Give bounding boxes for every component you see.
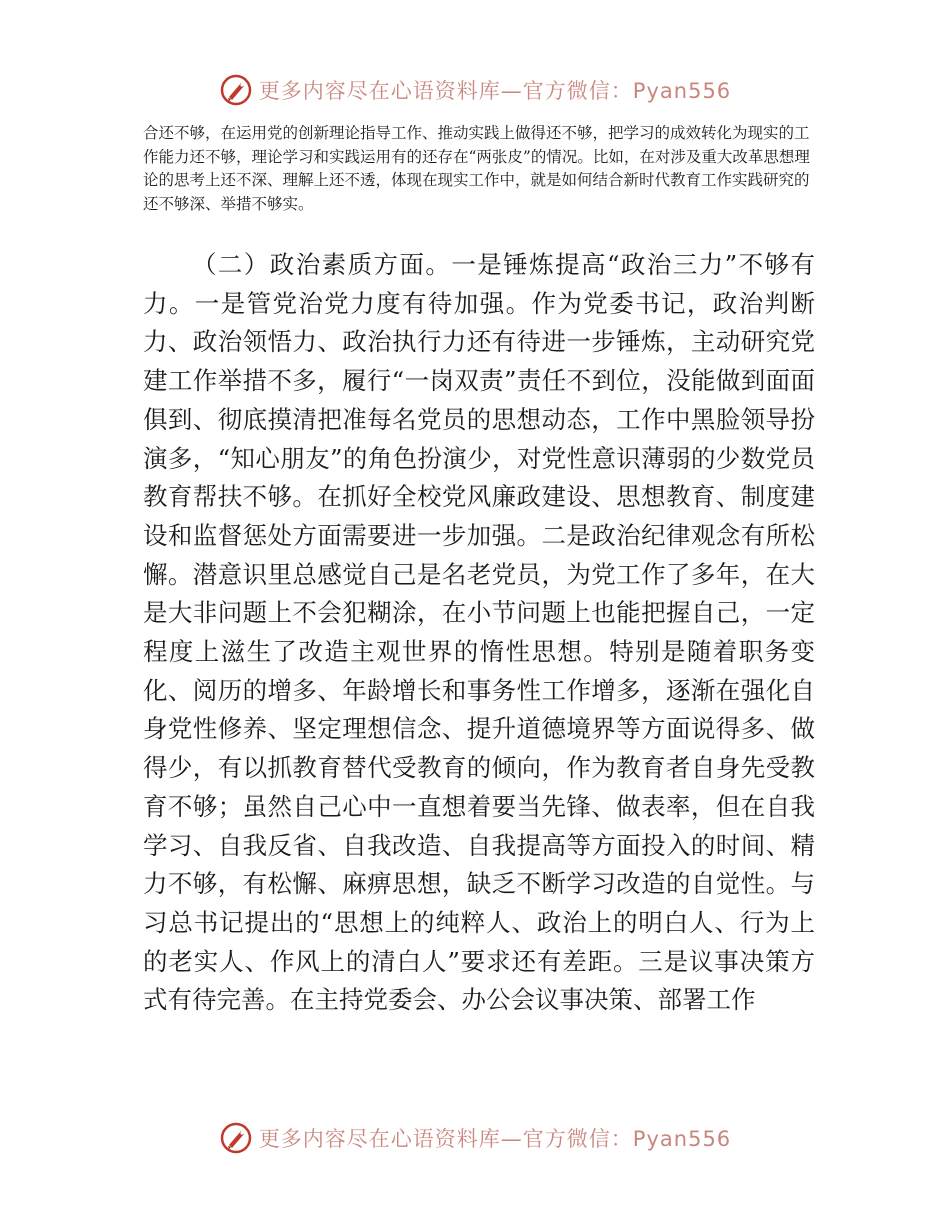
footer-banner-text: 更多内容尽在心语资料库—官方微信：Pyan556 (258, 1127, 732, 1151)
header-banner-text: 更多内容尽在心语资料库—官方微信：Pyan556 (258, 79, 732, 103)
main-paragraph-block (143, 246, 815, 1020)
main-paragraph: （二）政治素质方面。一是锤炼提高“政治三力”不够有力。一是管党治党力度有待加强。作为党委书记，政治判断力、政治领悟力、政治执行力还有待进一步锤炼，主动研究党建工作举措不多，履行“一岗双责”责任不到位，没能做到面面俱到、彻底摸清把准每名党员的思想动态，工作中黑脸领导扮演多，“知心朋友”的角色扮演少，对党性意识薄弱的少数党员教育帮扶不够。在抓好全校党风廉政建设、思想教育、制度建设和监督惩处方面需要进一步加强。二是政治纪律观念有所松懈。潜意识里总感觉自己是名老党员，为党工作了多年，在大是大非问题上不会犯糊涂，在小节问题上也能把握自己，一定程度上滋生了改造主观世界的惰性思想。特别是随着职务变化、阅历的增多、年龄增长和事务性工作增多，逐渐在强化自身党性修养、坚定理想信念、提升道德境界等方面说得多、做得少，有以抓教育替代受教育的倾向，作为教育者自身先受教育不够；虽然自己心中一直想着要当先锋、做表率，但在自我学习、自我反省、自我改造、自我提高等方面投入的时间、精力不够，有松懈、麻痹思想，缺乏不断学习改造的自觉性。与习总书记提出的“思想上的纯粹人、政治上的明白人、行为上的老实人、作风上的清白人”要求还有差距。三是议事决策方式有待完善。在主持党委会、办公会议事决策、部署工作 (143, 250, 815, 1015)
pen-nib-logo-icon (219, 1121, 253, 1155)
pen-nib-logo-icon (219, 73, 253, 107)
footer-banner (0, 1118, 950, 1158)
intro-paragraph-block (143, 122, 815, 216)
header-banner (0, 70, 950, 110)
intro-paragraph: 合还不够，在运用党的创新理论指导工作、推动实践上做得还不够，把学习的成效转化为现实的工作能力还不够，理论学习和实践运用有的还存在“两张皮”的情况。比如，在对涉及重大改革思想理论的思考上还不深、理解上还不透，体现在现实工作中，就是如何结合新时代教育工作实践研究的还不够深、举措不够实。 (143, 124, 810, 213)
